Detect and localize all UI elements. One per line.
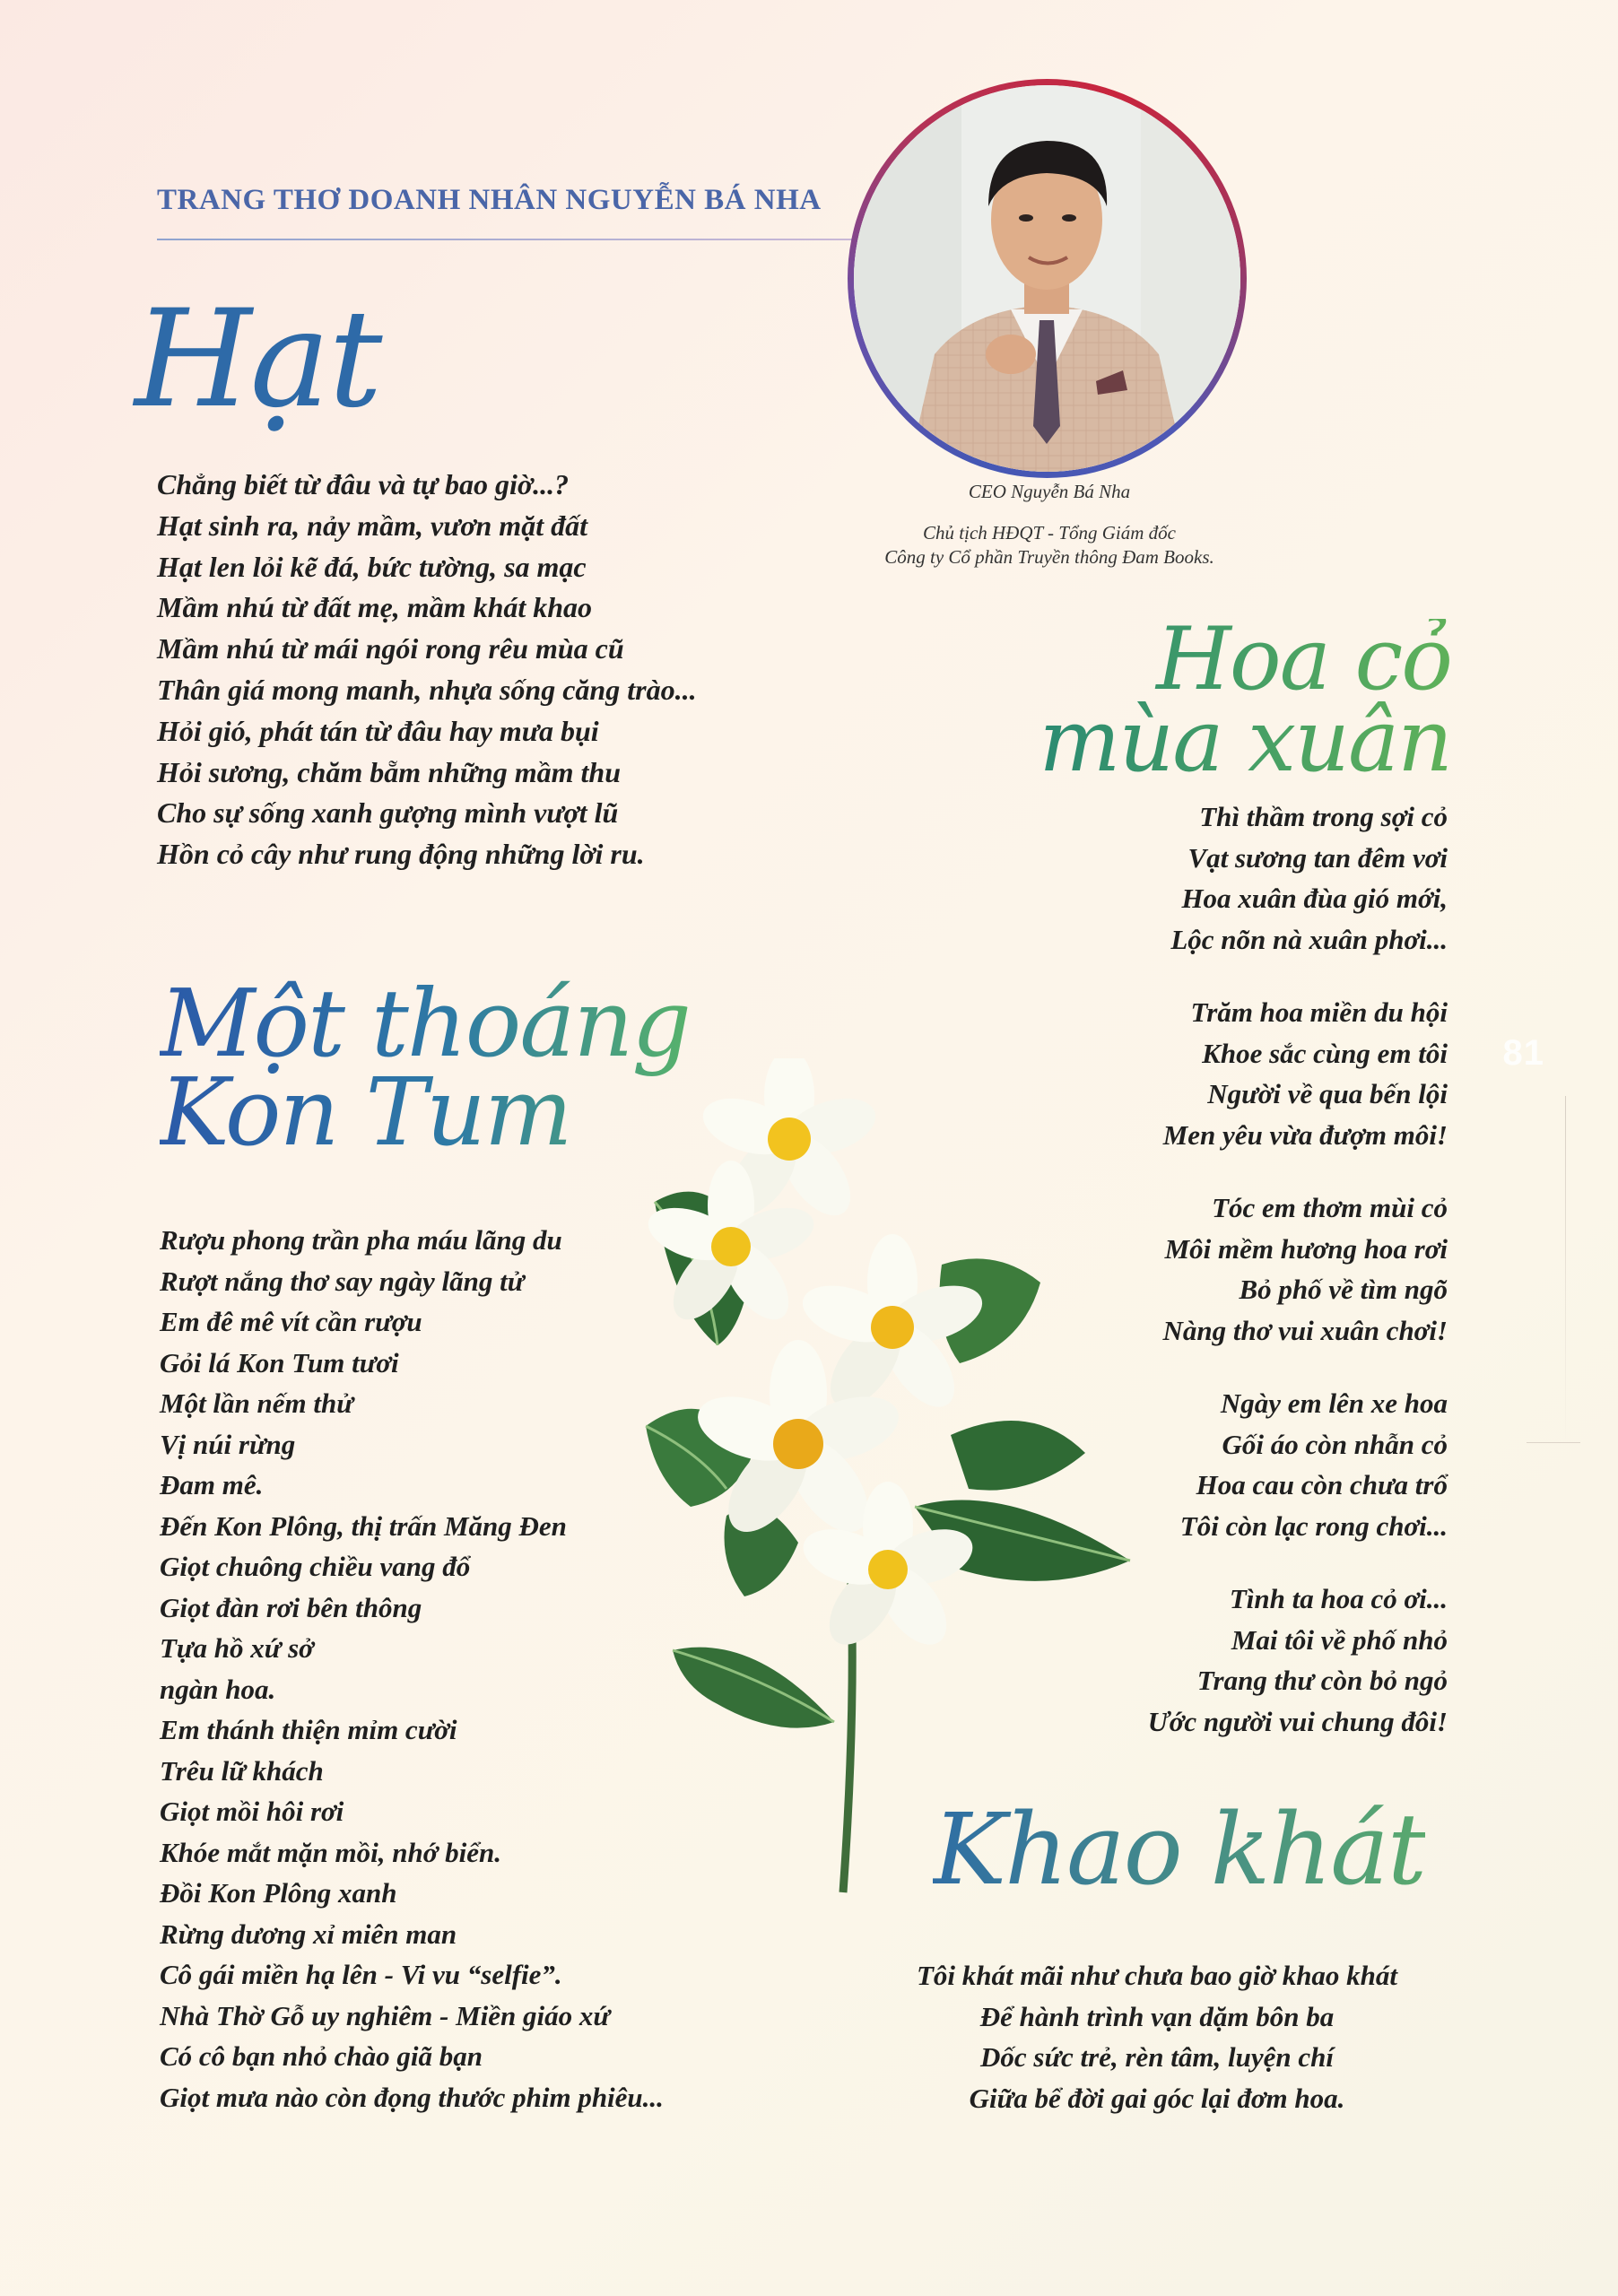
frangipani-illustration — [619, 1058, 1157, 1901]
poem-hat-body — [157, 465, 697, 875]
poem-line: Vị núi rừng — [160, 1428, 296, 1460]
portrait-caption — [825, 480, 1274, 569]
poem-line: Em đê mê vít cần rượu — [160, 1306, 422, 1337]
side-divider — [1527, 1442, 1580, 1443]
poem-line: Trăm hoa miền du hội — [1190, 996, 1448, 1028]
poem-khao-khat-body — [839, 1955, 1475, 2118]
poem-line: Tóc em thơm mùi cỏ — [1212, 1192, 1448, 1223]
poem-line: Tình ta hoa cỏ ơi... — [1229, 1583, 1448, 1614]
poem-line: Giữa bể đời gai góc lại đơm hoa. — [969, 2082, 1345, 2114]
poem-line: Hỏi sương, chăm bẵm những mầm thu — [157, 755, 621, 788]
caption-company: Công ty Cổ phần Truyền thông Đam Books. — [884, 545, 1214, 568]
poem-line: Hồn cỏ cây như rung động những lời ru. — [157, 838, 645, 871]
poem-line: Giọt đàn rơi bên thông — [160, 1591, 422, 1623]
poem-line: Hạt sinh ra, nảy mầm, vươn mặt đất — [157, 509, 587, 542]
poem-line: Rượu phong trần pha máu lãng du — [160, 1224, 562, 1256]
poem-line: Đến Kon Plông, thị trấn Măng Đen — [160, 1509, 567, 1542]
poem-line: Hỏi gió, phát tán từ đâu hay mưa bụi — [157, 714, 599, 747]
poem-line: Đam mê. — [160, 1469, 264, 1500]
poem-stanza — [1148, 796, 1448, 960]
side-divider — [1565, 1096, 1566, 1446]
poem-title-hoa-co — [1039, 609, 1451, 792]
poem-hoa-co-body — [1148, 796, 1448, 1774]
poem-line: Giọt mồi hôi rơi — [160, 1796, 344, 1827]
poem-line: Nàng thơ vui xuân chơi! — [1162, 1314, 1448, 1346]
poem-line: Gỏi lá Kon Tum tươi — [160, 1346, 399, 1378]
poem-line: Ước người vui chung đôi! — [1147, 1705, 1448, 1737]
poem-stanza — [1148, 1578, 1448, 1742]
poem-mot-thoang-body — [160, 1220, 664, 2118]
poem-line: Giọt chuông chiều vang đổ — [160, 1551, 471, 1582]
header-divider — [157, 239, 852, 240]
poem-line: Ngày em lên xe hoa — [1220, 1387, 1448, 1419]
poem-line: Cho sự sống xanh gượng mình vượt lũ — [157, 796, 619, 830]
poem-line: Men yêu vừa đượm môi! — [1162, 1118, 1448, 1151]
poem-line: Có cô bạn nhỏ chào giã bạn — [160, 2040, 483, 2072]
poem-line: Môi mềm hương hoa rơi — [1164, 1232, 1448, 1265]
poem-line: Tựa hồ xứ sở — [160, 1632, 314, 1664]
poem-line: Dốc sức trẻ, rèn tâm, luyện chí — [980, 2041, 1334, 2073]
poem-line: Chẳng biết từ đâu và tự bao giờ...? — [157, 468, 570, 500]
poem-line: Bỏ phố về tìm ngõ — [1239, 1274, 1448, 1305]
poem-line: Hạt len lỏi kẽ đá, bức tường, sa mạc — [157, 550, 587, 583]
poem-line: Người về qua bến lội — [1207, 1078, 1448, 1109]
poem-line: Thì thầm trong sợi cỏ — [1199, 801, 1448, 832]
poem-line: Gối áo còn nhẫn cỏ — [1222, 1428, 1448, 1460]
poem-line: Khoe sắc cùng em tôi — [1202, 1037, 1448, 1069]
poem-line: Thân giá mong manh, nhựa sống căng trào... — [157, 673, 697, 706]
caption-role: Chủ tịch HĐQT - Tổng Giám đốc — [923, 522, 1176, 544]
poem-line: Mầm nhú từ mái ngói rong rêu mùa cũ — [157, 632, 624, 665]
poem-line: Khóe mắt mặn mồi, nhớ biển. — [160, 1836, 501, 1868]
poem-title-mot-thoang — [160, 969, 690, 1167]
poem-title-khao-khat: Khao khát — [933, 1792, 1426, 1907]
poem-line: Trang thư còn bỏ ngỏ — [1196, 1665, 1448, 1696]
poem-line: Tôi khát mãi như chưa bao giờ khao khát — [916, 1960, 1398, 1991]
poem-line: Đồi Kon Plông xanh — [160, 1877, 397, 1909]
poem-title-line: mùa xuân — [1039, 691, 1451, 792]
poem-line: Một lần nếm thử — [160, 1387, 353, 1419]
poem-stanza — [1148, 992, 1448, 1155]
page-header: TRANG THƠ DOANH NHÂN NGUYỄN BÁ NHA — [157, 184, 822, 216]
poem-line: Trêu lữ khách — [160, 1754, 324, 1787]
poem-line: Em thánh thiện mỉm cười — [160, 1714, 457, 1745]
poem-line: Lộc nõn nà xuân phơi... — [1170, 923, 1448, 955]
poem-line: Để hành trình vạn dặm bôn ba — [979, 2000, 1335, 2032]
poem-line: Rừng dương xỉ miên man — [160, 1918, 457, 1950]
poem-line: Giọt mưa nào còn đọng thước phim phiêu... — [160, 2081, 664, 2113]
poem-line: Mầm nhú từ đất mẹ, mầm khát khao — [157, 591, 593, 624]
poem-stanza — [1148, 1383, 1448, 1546]
poem-line: Vạt sương tan đêm vơi — [1187, 841, 1448, 874]
poem-title-line: Hoa cỏ — [1156, 609, 1451, 709]
poem-line: ngàn hoa. — [160, 1673, 276, 1705]
poem-line: Nhà Thờ Gỗ uy nghiêm - Miền giáo xứ — [160, 1999, 610, 2031]
poem-title-hat: Hạt — [135, 282, 381, 438]
poem-title-line: Một thoáng — [160, 969, 690, 1078]
author-portrait — [848, 79, 1247, 478]
poem-line: Mai tôi về phố nhỏ — [1231, 1623, 1448, 1656]
poem-line: Rượt nắng thơ say ngày lãng tử — [160, 1265, 525, 1297]
caption-name: CEO Nguyễn Bá Nha — [968, 481, 1131, 502]
poem-line: Hoa cau còn chưa trổ — [1196, 1469, 1448, 1500]
poem-line: Hoa xuân đùa gió mới, — [1181, 883, 1448, 914]
poem-stanza — [1148, 1187, 1448, 1351]
page-number: 81 — [1502, 1033, 1544, 1073]
portrait-photo — [854, 85, 1240, 472]
poem-line: Tôi còn lạc rong chơi... — [1179, 1509, 1448, 1542]
portrait-illustration — [854, 85, 1240, 472]
poem-line: Cô gái miền hạ lên - Vi vu “selfie”. — [160, 1959, 562, 1990]
poem-title-line: Kon Tum — [160, 1057, 571, 1167]
